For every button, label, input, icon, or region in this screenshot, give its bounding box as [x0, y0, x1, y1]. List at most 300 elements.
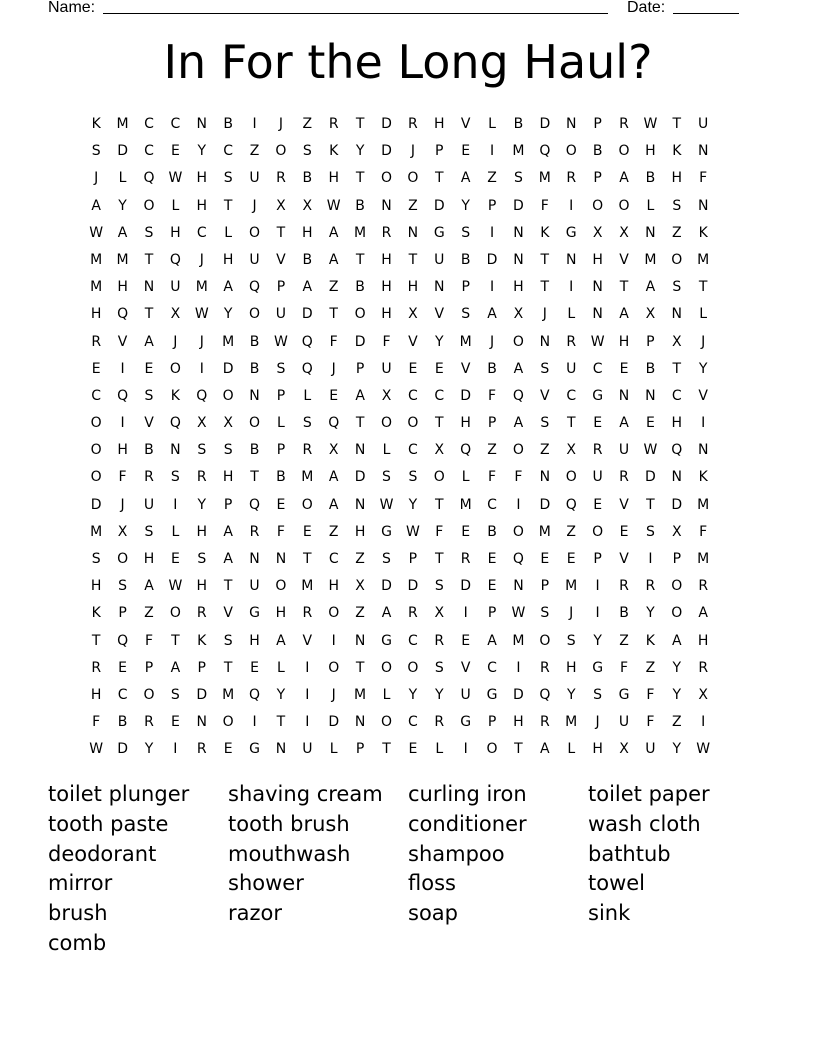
grid-letter[interactable]: T: [619, 279, 629, 296]
grid-letter[interactable]: N: [565, 116, 577, 132]
grid-letter[interactable]: Q: [328, 415, 340, 432]
grid-letter[interactable]: H: [90, 578, 102, 595]
grid-letter[interactable]: B: [355, 197, 365, 214]
grid-letter[interactable]: R: [408, 116, 418, 132]
grid-letter[interactable]: X: [276, 197, 286, 214]
grid-letter[interactable]: J: [542, 306, 547, 323]
grid-letter[interactable]: R: [249, 523, 260, 540]
grid-letter[interactable]: S: [461, 306, 471, 323]
grid-letter[interactable]: M: [538, 170, 551, 187]
grid-letter[interactable]: E: [302, 523, 312, 540]
grid-letter[interactable]: H: [90, 306, 102, 323]
grid-letter[interactable]: N: [407, 224, 419, 241]
grid-letter[interactable]: Y: [434, 686, 444, 703]
grid-letter[interactable]: O: [565, 143, 577, 160]
grid-letter[interactable]: M: [222, 686, 235, 703]
grid-letter[interactable]: K: [91, 605, 101, 622]
grid-letter[interactable]: V: [302, 632, 313, 649]
grid-letter[interactable]: T: [171, 632, 180, 649]
grid-letter[interactable]: P: [276, 442, 286, 459]
grid-letter[interactable]: L: [382, 686, 391, 703]
grid-letter[interactable]: W: [643, 116, 658, 132]
grid-letter[interactable]: D: [645, 469, 656, 486]
grid-letter[interactable]: B: [355, 279, 365, 296]
grid-letter[interactable]: Z: [619, 632, 629, 649]
grid-letter[interactable]: H: [196, 578, 208, 595]
grid-letter[interactable]: Y: [408, 496, 418, 513]
grid-letter[interactable]: J: [199, 333, 204, 350]
grid-letter[interactable]: S: [197, 551, 207, 567]
grid-letter[interactable]: L: [224, 224, 233, 241]
grid-letter[interactable]: N: [513, 224, 524, 241]
grid-letter[interactable]: J: [278, 116, 283, 132]
grid-letter[interactable]: Y: [144, 741, 154, 758]
grid-letter[interactable]: H: [513, 279, 524, 296]
grid-letter[interactable]: F: [699, 170, 708, 187]
grid-letter[interactable]: F: [118, 469, 127, 486]
grid-letter[interactable]: I: [305, 686, 310, 703]
grid-letter[interactable]: A: [619, 415, 629, 432]
grid-letter[interactable]: S: [302, 415, 312, 432]
grid-letter[interactable]: A: [328, 224, 339, 241]
grid-letter[interactable]: L: [118, 170, 127, 187]
grid-letter[interactable]: Q: [249, 686, 261, 703]
grid-letter[interactable]: E: [170, 143, 180, 160]
grid-letter[interactable]: T: [91, 632, 101, 649]
grid-letter[interactable]: C: [434, 387, 445, 404]
grid-letter[interactable]: A: [645, 279, 656, 296]
grid-letter[interactable]: D: [381, 143, 392, 160]
grid-letter[interactable]: D: [513, 197, 524, 214]
grid-letter[interactable]: E: [408, 741, 418, 758]
grid-letter[interactable]: R: [196, 741, 207, 758]
grid-letter[interactable]: N: [565, 251, 577, 268]
grid-letter[interactable]: X: [671, 523, 682, 540]
grid-letter[interactable]: D: [301, 306, 313, 323]
grid-letter[interactable]: P: [593, 116, 602, 132]
grid-letter[interactable]: R: [196, 605, 207, 622]
grid-letter[interactable]: Q: [249, 496, 261, 513]
grid-letter[interactable]: R: [698, 659, 709, 676]
grid-letter[interactable]: V: [460, 360, 471, 377]
grid-letter[interactable]: T: [223, 197, 233, 214]
grid-letter[interactable]: O: [301, 496, 313, 513]
grid-letter[interactable]: I: [648, 551, 653, 567]
grid-letter[interactable]: C: [144, 143, 154, 160]
grid-letter[interactable]: C: [592, 360, 603, 377]
grid-letter[interactable]: P: [144, 659, 154, 676]
grid-letter[interactable]: J: [120, 496, 125, 513]
grid-letter[interactable]: M: [116, 116, 129, 132]
grid-letter[interactable]: O: [671, 251, 683, 268]
grid-letter[interactable]: S: [197, 442, 207, 459]
grid-letter[interactable]: R: [434, 714, 445, 731]
grid-letter[interactable]: O: [380, 415, 392, 432]
grid-letter[interactable]: E: [619, 360, 629, 377]
grid-letter[interactable]: L: [435, 741, 444, 758]
grid-letter[interactable]: L: [277, 659, 285, 676]
grid-letter[interactable]: R: [328, 116, 339, 132]
grid-letter[interactable]: W: [194, 306, 209, 323]
grid-letter[interactable]: D: [328, 714, 340, 731]
grid-letter[interactable]: M: [697, 551, 710, 567]
grid-letter[interactable]: S: [540, 605, 550, 622]
grid-letter[interactable]: Q: [196, 387, 208, 404]
grid-letter[interactable]: H: [328, 170, 339, 187]
grid-letter[interactable]: S: [408, 469, 418, 486]
grid-letter[interactable]: O: [143, 197, 155, 214]
grid-letter[interactable]: Y: [646, 605, 655, 622]
grid-letter[interactable]: C: [407, 442, 418, 459]
grid-letter[interactable]: T: [276, 224, 286, 241]
grid-letter[interactable]: U: [592, 469, 603, 486]
grid-letter[interactable]: E: [223, 741, 233, 758]
grid-letter[interactable]: I: [489, 224, 495, 241]
grid-letter[interactable]: O: [407, 659, 419, 676]
grid-letter[interactable]: V: [540, 387, 550, 404]
grid-letter[interactable]: E: [645, 415, 655, 432]
grid-letter[interactable]: Q: [117, 387, 129, 404]
grid-letter[interactable]: S: [170, 686, 180, 703]
grid-letter[interactable]: M: [512, 143, 525, 160]
grid-letter[interactable]: S: [223, 632, 233, 649]
grid-letter[interactable]: S: [223, 442, 233, 459]
grid-letter[interactable]: T: [223, 578, 233, 595]
grid-letter[interactable]: H: [143, 551, 155, 567]
grid-letter[interactable]: D: [671, 496, 683, 513]
grid-letter[interactable]: Q: [117, 632, 129, 649]
grid-letter[interactable]: X: [671, 333, 682, 350]
grid-letter[interactable]: S: [382, 469, 391, 486]
grid-letter[interactable]: R: [592, 442, 603, 459]
grid-letter[interactable]: I: [595, 578, 600, 595]
grid-letter[interactable]: P: [487, 605, 497, 622]
grid-letter[interactable]: G: [618, 686, 630, 703]
grid-letter[interactable]: P: [197, 659, 206, 676]
grid-letter[interactable]: C: [407, 632, 418, 649]
grid-letter[interactable]: X: [434, 442, 445, 459]
grid-letter[interactable]: F: [514, 469, 523, 486]
grid-letter[interactable]: I: [595, 605, 600, 622]
grid-letter[interactable]: F: [646, 714, 655, 731]
grid-letter[interactable]: K: [170, 387, 180, 404]
grid-letter[interactable]: W: [696, 741, 711, 758]
grid-letter[interactable]: O: [275, 143, 287, 160]
grid-letter[interactable]: T: [540, 251, 550, 268]
grid-letter[interactable]: N: [697, 197, 709, 214]
grid-letter[interactable]: O: [117, 551, 129, 567]
grid-letter[interactable]: M: [301, 578, 314, 595]
grid-letter[interactable]: Z: [355, 605, 365, 622]
grid-letter[interactable]: F: [488, 387, 497, 404]
grid-letter[interactable]: Q: [539, 686, 551, 703]
grid-letter[interactable]: L: [329, 741, 338, 758]
grid-letter[interactable]: O: [592, 197, 604, 214]
grid-letter[interactable]: E: [619, 523, 629, 540]
grid-letter[interactable]: I: [199, 360, 204, 377]
grid-letter[interactable]: Q: [117, 306, 129, 323]
grid-letter[interactable]: I: [305, 714, 310, 731]
grid-letter[interactable]: R: [91, 659, 102, 676]
grid-letter[interactable]: M: [565, 714, 578, 731]
grid-letter[interactable]: W: [379, 496, 394, 513]
grid-letter[interactable]: E: [461, 523, 471, 540]
grid-letter[interactable]: H: [117, 442, 128, 459]
grid-letter[interactable]: P: [487, 197, 497, 214]
grid-letter[interactable]: I: [173, 741, 178, 758]
grid-letter[interactable]: Y: [672, 659, 682, 676]
grid-letter[interactable]: H: [671, 170, 683, 187]
grid-letter[interactable]: E: [170, 714, 180, 731]
grid-letter[interactable]: H: [697, 632, 709, 649]
grid-letter[interactable]: Z: [566, 523, 577, 540]
grid-letter[interactable]: A: [117, 224, 128, 241]
grid-letter[interactable]: F: [382, 333, 391, 350]
grid-letter[interactable]: F: [540, 197, 549, 214]
grid-letter[interactable]: M: [222, 333, 235, 350]
grid-letter[interactable]: T: [434, 415, 444, 432]
grid-letter[interactable]: R: [619, 578, 629, 595]
grid-letter[interactable]: P: [118, 605, 127, 622]
grid-letter[interactable]: L: [488, 116, 496, 132]
grid-letter[interactable]: Q: [512, 551, 524, 567]
grid-letter[interactable]: O: [539, 632, 551, 649]
grid-letter[interactable]: A: [619, 306, 629, 323]
grid-letter[interactable]: U: [434, 251, 445, 268]
grid-letter[interactable]: B: [513, 116, 524, 132]
grid-letter[interactable]: Z: [355, 551, 365, 567]
grid-letter[interactable]: H: [328, 578, 339, 595]
grid-letter[interactable]: S: [223, 170, 233, 187]
grid-letter[interactable]: P: [461, 279, 470, 296]
grid-letter[interactable]: D: [513, 686, 524, 703]
grid-letter[interactable]: R: [434, 632, 445, 649]
grid-letter[interactable]: A: [302, 279, 313, 296]
grid-letter[interactable]: C: [170, 116, 181, 132]
grid-letter[interactable]: F: [276, 523, 285, 540]
grid-letter[interactable]: B: [487, 523, 497, 540]
grid-letter[interactable]: X: [434, 605, 445, 622]
grid-letter[interactable]: Y: [197, 143, 207, 160]
grid-letter[interactable]: T: [672, 116, 682, 132]
grid-letter[interactable]: C: [487, 496, 497, 513]
grid-letter[interactable]: D: [196, 686, 208, 703]
grid-letter[interactable]: V: [144, 415, 154, 432]
grid-letter[interactable]: T: [540, 279, 550, 296]
grid-letter[interactable]: G: [486, 686, 498, 703]
grid-letter[interactable]: J: [595, 714, 600, 731]
grid-letter[interactable]: W: [590, 333, 605, 350]
grid-letter[interactable]: O: [90, 415, 102, 432]
grid-letter[interactable]: Y: [593, 632, 602, 649]
grid-letter[interactable]: L: [303, 387, 312, 404]
grid-letter[interactable]: U: [460, 686, 471, 703]
grid-letter[interactable]: N: [196, 116, 207, 132]
grid-letter[interactable]: N: [196, 714, 207, 731]
grid-letter[interactable]: M: [354, 686, 367, 703]
grid-letter[interactable]: R: [408, 605, 418, 622]
grid-letter[interactable]: Q: [169, 415, 181, 432]
grid-letter[interactable]: S: [91, 143, 101, 160]
grid-letter[interactable]: O: [354, 306, 366, 323]
grid-letter[interactable]: H: [671, 415, 683, 432]
grid-letter[interactable]: X: [645, 306, 656, 323]
grid-letter[interactable]: U: [275, 306, 287, 323]
grid-letter[interactable]: U: [302, 741, 313, 758]
grid-letter[interactable]: K: [91, 116, 101, 132]
grid-letter[interactable]: E: [487, 578, 497, 595]
grid-letter[interactable]: S: [276, 360, 286, 377]
grid-letter[interactable]: H: [222, 251, 234, 268]
grid-letter[interactable]: S: [514, 170, 523, 187]
grid-letter[interactable]: U: [618, 442, 630, 459]
grid-letter[interactable]: Q: [460, 442, 472, 459]
grid-letter[interactable]: X: [117, 523, 128, 540]
grid-letter[interactable]: A: [513, 415, 524, 432]
grid-letter[interactable]: X: [408, 306, 418, 323]
grid-letter[interactable]: I: [463, 741, 468, 758]
grid-letter[interactable]: Z: [249, 143, 260, 160]
grid-letter[interactable]: E: [329, 387, 339, 404]
grid-letter[interactable]: J: [701, 333, 706, 350]
grid-letter[interactable]: R: [539, 659, 550, 676]
grid-letter[interactable]: M: [459, 496, 472, 513]
grid-letter[interactable]: Y: [197, 496, 207, 513]
grid-letter[interactable]: S: [144, 387, 154, 404]
grid-letter[interactable]: T: [408, 251, 418, 268]
grid-letter[interactable]: X: [328, 442, 339, 459]
grid-letter[interactable]: W: [326, 197, 341, 214]
grid-letter[interactable]: U: [170, 279, 181, 296]
grid-letter[interactable]: G: [433, 224, 445, 241]
grid-letter[interactable]: D: [354, 333, 366, 350]
grid-letter[interactable]: U: [249, 251, 260, 268]
grid-letter[interactable]: Z: [487, 442, 497, 459]
grid-letter[interactable]: M: [90, 251, 103, 268]
grid-letter[interactable]: O: [565, 469, 577, 486]
grid-letter[interactable]: J: [489, 333, 495, 350]
grid-letter[interactable]: X: [196, 415, 207, 432]
grid-letter[interactable]: V: [408, 333, 418, 350]
grid-letter[interactable]: M: [116, 251, 129, 268]
grid-letter[interactable]: Q: [169, 251, 181, 268]
grid-letter[interactable]: N: [249, 387, 260, 404]
grid-letter[interactable]: D: [222, 360, 234, 377]
grid-letter[interactable]: A: [91, 197, 101, 214]
grid-letter[interactable]: Q: [512, 387, 524, 404]
grid-letter[interactable]: R: [566, 170, 577, 187]
grid-letter[interactable]: L: [171, 523, 180, 540]
grid-letter[interactable]: O: [90, 469, 102, 486]
grid-letter[interactable]: I: [305, 659, 310, 676]
grid-letter[interactable]: Y: [566, 686, 576, 703]
grid-letter[interactable]: G: [249, 741, 260, 758]
grid-letter[interactable]: C: [566, 387, 577, 404]
grid-letter[interactable]: L: [567, 741, 576, 758]
grid-letter[interactable]: T: [355, 251, 365, 268]
grid-letter[interactable]: G: [592, 659, 604, 676]
grid-letter[interactable]: G: [565, 224, 577, 241]
grid-letter[interactable]: I: [516, 496, 521, 513]
grid-letter[interactable]: B: [487, 360, 497, 377]
grid-letter[interactable]: K: [329, 143, 339, 160]
grid-letter[interactable]: D: [539, 496, 551, 513]
grid-letter[interactable]: I: [173, 496, 178, 513]
grid-letter[interactable]: M: [697, 496, 710, 513]
grid-letter[interactable]: I: [569, 279, 574, 296]
grid-letter[interactable]: M: [195, 279, 208, 296]
grid-letter[interactable]: Z: [540, 442, 550, 459]
grid-letter[interactable]: B: [223, 116, 233, 132]
grid-letter[interactable]: O: [222, 714, 234, 731]
grid-letter[interactable]: E: [118, 659, 128, 676]
grid-letter[interactable]: Z: [671, 224, 682, 241]
grid-letter[interactable]: U: [143, 496, 155, 513]
grid-letter[interactable]: Y: [276, 686, 286, 703]
grid-letter[interactable]: D: [460, 387, 472, 404]
grid-letter[interactable]: Q: [671, 442, 683, 459]
grid-letter[interactable]: B: [302, 251, 313, 268]
grid-letter[interactable]: O: [671, 605, 683, 622]
grid-letter[interactable]: E: [593, 496, 603, 513]
grid-letter[interactable]: R: [276, 170, 286, 187]
grid-letter[interactable]: H: [249, 632, 260, 649]
grid-letter[interactable]: M: [354, 224, 367, 241]
grid-letter[interactable]: Q: [143, 170, 155, 187]
grid-letter[interactable]: A: [619, 170, 629, 187]
grid-letter[interactable]: A: [672, 632, 682, 649]
grid-letter[interactable]: S: [144, 523, 154, 540]
grid-letter[interactable]: B: [144, 442, 154, 459]
grid-letter[interactable]: H: [196, 170, 208, 187]
grid-letter[interactable]: C: [407, 387, 418, 404]
grid-letter[interactable]: M: [459, 333, 472, 350]
grid-letter[interactable]: A: [144, 333, 154, 350]
grid-letter[interactable]: Y: [434, 333, 444, 350]
grid-letter[interactable]: S: [434, 659, 444, 676]
grid-letter[interactable]: J: [252, 197, 257, 214]
grid-letter[interactable]: Z: [328, 523, 339, 540]
grid-letter[interactable]: T: [355, 659, 365, 676]
grid-letter[interactable]: F: [699, 523, 708, 540]
grid-letter[interactable]: N: [539, 469, 551, 486]
grid-letter[interactable]: U: [645, 741, 656, 758]
grid-letter[interactable]: X: [513, 306, 524, 323]
grid-letter[interactable]: I: [252, 116, 257, 132]
grid-letter[interactable]: R: [302, 442, 313, 459]
grid-letter[interactable]: B: [276, 469, 286, 486]
grid-letter[interactable]: R: [302, 605, 313, 622]
grid-letter[interactable]: O: [275, 578, 287, 595]
grid-letter[interactable]: G: [381, 632, 392, 649]
grid-letter[interactable]: Q: [565, 496, 577, 513]
grid-letter[interactable]: O: [380, 659, 392, 676]
grid-letter[interactable]: E: [170, 551, 180, 567]
grid-letter[interactable]: Z: [671, 714, 682, 731]
grid-letter[interactable]: S: [302, 143, 312, 160]
grid-letter[interactable]: U: [566, 360, 577, 377]
grid-letter[interactable]: T: [646, 496, 655, 513]
grid-letter[interactable]: H: [645, 143, 656, 160]
grid-letter[interactable]: S: [170, 469, 180, 486]
grid-letter[interactable]: N: [645, 224, 656, 241]
grid-letter[interactable]: S: [672, 197, 682, 214]
grid-letter[interactable]: R: [619, 116, 629, 132]
grid-letter[interactable]: D: [460, 578, 472, 595]
grid-letter[interactable]: T: [250, 469, 259, 486]
grid-letter[interactable]: A: [170, 659, 181, 676]
grid-letter[interactable]: F: [92, 714, 101, 731]
